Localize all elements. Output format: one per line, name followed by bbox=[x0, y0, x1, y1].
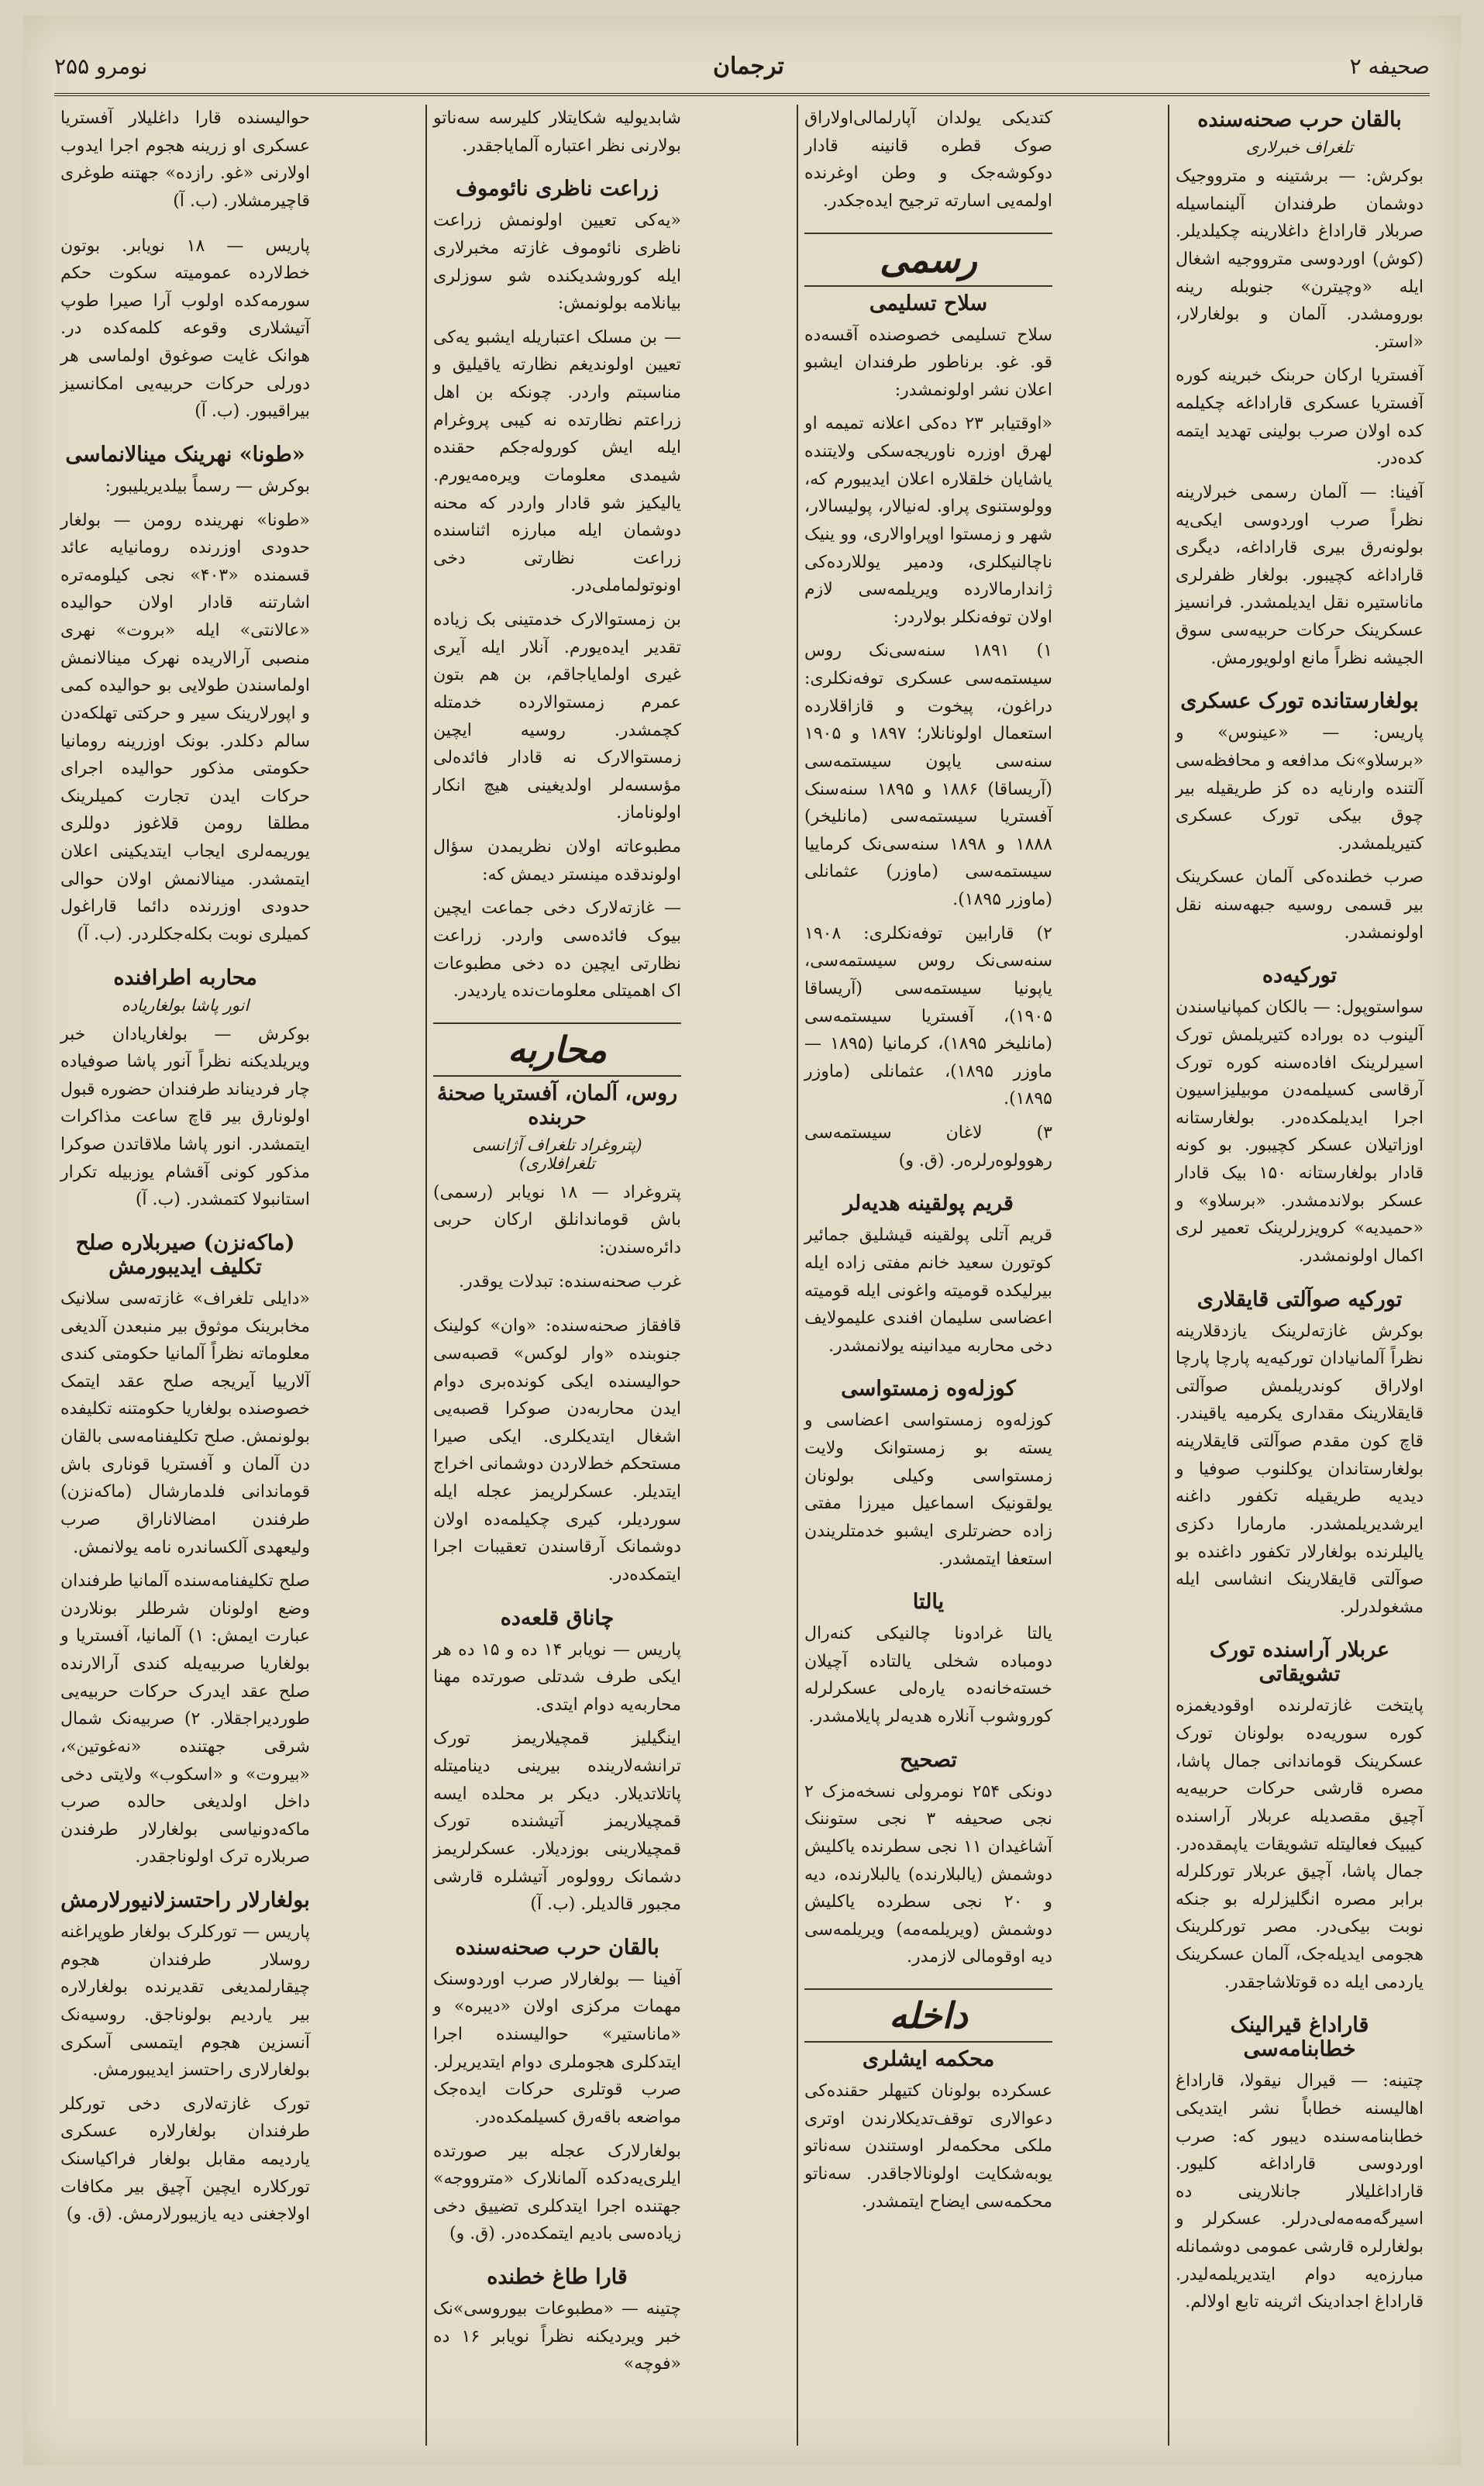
article-paragraph: شابدیولیه شکایتلار کلیرسه سه‌ناتو بولارنی نظر اعتباره آلمایاجقدر. bbox=[433, 109, 681, 156]
article-title: عربلار آراسنده تورک تشویقاتی bbox=[1209, 1638, 1390, 1687]
article-title: «طونا» نهرینک مینالانماسی bbox=[65, 442, 305, 467]
article-paragraph: بوکرش — بولغاریادان خبر ویریلدیکنه نظراً آنور پاشا صوفیاده چار فردیناند طرفندان حضوره قبول اولونارق بیر قاچ ساعت مذاکرات ایتمشدر. انور پاشا ملاقاتدن صوکرا مذکور کونی آقشام یوزبیله تکرار استانبولا کتمشدر. (ب. آ) bbox=[60, 1024, 310, 1210]
article-subtitle: انور پاشا بولغاریاده bbox=[121, 995, 250, 1015]
article-title: کوزله‌وه زمستواسی bbox=[841, 1377, 1016, 1402]
article bbox=[804, 1377, 1052, 1573]
article-title: قاراداغ قیرالینک خطابنامه‌سی bbox=[1230, 2013, 1369, 2062]
column-1 bbox=[1168, 105, 1430, 2446]
article-paragraph: قافقاز صحنه‌سنده: «وان» کولینک جنوبنده «وار لوکس» قصبه‌سی حوالیسنده ایکی کونده‌بری دوام ایدن محاربه‌دن صوکرا قصبه‌یی اشغال ایتدیکلری. ایکی صیرا مستحکم خط‌لاردن دوشمانی اخراج ایتدیلر. عسکرلریمز عجله ایله سوردیلر، کیری چکیلمه‌ده اولان دوشمانک آرقاسندن تعقیبات اجرا ایتمکده‌در. bbox=[433, 1316, 681, 1584]
article bbox=[1176, 964, 1424, 1270]
article-paragraph: صلح تکلیفنامه‌سنده آلمانیا طرفندان وضع اولونان شرطلر بونلاردن عبارت ایمش: ۱) آلمانیا، آفستریا و بولغاریا صربیه‌یله کندی آرالارنده صلح عقد ایدرک حرکات حربیه‌یی طوردیراجقلار. ۲) صربیه‌نک شمال شرقی جهتنده «نه‌غوتین»، «بیروت» و «اسکوب» ولایتی دخی داخل اولدیغی حالده صرب ماکه‌دونیاسی بولغارلار طرفندن صربلاره ترک اولوناجقدر. bbox=[60, 1571, 310, 1867]
section-label: رسمی bbox=[804, 233, 1052, 287]
article-title: سلاح تسلیمی bbox=[869, 291, 988, 315]
article-title: قارا طاغ خطنده bbox=[487, 2265, 628, 2289]
article bbox=[433, 1936, 681, 2248]
article-paragraph: — غازته‌لارک دخی جماعت ایچین بیوک فائده‌سی واردر. زراعت نظارتی ایچین ده دخی مطبوعات اک اهمیتلی معلومات‌نده یاردیدر. bbox=[433, 898, 681, 1002]
article-paragraph: «دایلی تلغراف» غازته‌سی سلانیک مخابرینک موثوق بیر منبعدن آلدیغی معلوماته نظراً آلمانیا حکومتی کندی آلارییا آیریجه صلح عقد ایتمک خصوصنده بولغاریا حکومتنه تکلیفده بولونمش. صلح تکلیفنامه‌سی بالقان دن آلمان و آفستریا قوناری باش قوماندانی فلدمارشال (ماکه‌نزن) طرفندن امضالاناراق صرب ولیعهدی آلکساندره نامه یولانمش. bbox=[60, 1288, 310, 1557]
article-paragraph: سواستوپول: — بالکان کمپانیاسندن آلینوب ده بوراده کتیریلمش تورک اسیرلرینک افاده‌سنه کوره تورک آرقاسی کسیلمه‌دن موبیلیزاسیون اجرا ایدیلمکده‌در. بولغارستانه اوزاتیلان عسکر کچیبور. بو کونه قادار بولغارستانه ۱۵۰ بیک قادار عسکر بولاندمشدر. «برسلاو» و «حمیدیه» کرویزرلرینک تعمیر لری اکمال اولونمشدر. bbox=[1176, 998, 1424, 1266]
article-title: چاناق قلعه‌ده bbox=[500, 1605, 615, 1630]
article bbox=[433, 1022, 681, 1296]
article-title: تورکیه صوآلتی قایقلاری bbox=[1196, 1287, 1403, 1312]
column-3 bbox=[425, 105, 687, 2446]
article-paragraph: بولغارلارک عجله بیر صورتده ایلری‌یه‌دکده آلمانلارک «مترووجه» جهتنده اجرا ایتدکلری تضییق دخی زیاده‌سی بادیم ایتمکده‌در. (ق. و) bbox=[433, 2141, 681, 2244]
section-label: محاربه bbox=[433, 1022, 681, 1077]
article bbox=[804, 233, 1052, 1175]
article-paragraph: غرب صحنه‌سنده: تبدلات یوقدر. bbox=[459, 1271, 681, 1291]
article-title: محکمه ایشلری bbox=[862, 2047, 995, 2071]
section-label: داخله bbox=[804, 1988, 1052, 2043]
article-paragraph: آفستریا ارکان حربنک خبرینه کوره آفستریا عسکری قاراداغه چکیلمه کده اولان صرب بولینی تهدید ایتمه کده‌در. bbox=[1176, 366, 1424, 469]
article-paragraph: بوکرش: — برشتینه و مترووجیک دوشمان طرفندان آلینماسیله صربلار قاراداغ داغلارینه چکیلدیلر. (کوش) اوردوسی مترووجیه اشغال ایله «وچیترن» جنوبله رینه بورومشدر. آلمان و بولغارلار، «استر. bbox=[1176, 167, 1424, 352]
article bbox=[433, 177, 681, 1005]
article-paragraph: آفینا: — آلمان رسمی خبرلارینه نظراً صرب اوردوسی ایکی‌یه بولونه‌رق بیری قاراداغه، دیگری قاراداغه کچیبور. بولغار ظفرلری ماناستیره نقل ایدیلمشدر. فرانسیز عسکرینک حرکات حربیه‌سی سوق الجیشه نظراً مانع اولویورمش. bbox=[1176, 482, 1424, 668]
article bbox=[60, 233, 310, 426]
article-paragraph: پاریس — ۱۸ نویابر. بوتون خط‌لارده عمومیته سکوت حکم سورمه‌کده اولوب آرا صیرا طوپ آتیشلاری وقوعه کلمه‌کده در. هوانک غایت صوغوق اولماسی هر دورلی حرکات حربیه‌یی امکانسیز بیراقیبور. (ب. آ) bbox=[60, 236, 310, 422]
article-paragraph: مطبوعاته اولان نظریمدن سؤال اولوندقده مینستر دیمش که: bbox=[433, 837, 681, 884]
article-paragraph: بن زمستوالارک خدمتینی بک زیاده تقدیر ایده‌یورم. آنلار ایله آیری غیری اولمایاجاقم، بن هم بتون عمرم زمستوالارده خدمتله کچمشدر. روسیه ایچین زمستوالارک نه قادار فائده‌لی مؤسسه‌لر اولدیغینی هیچ انکار اولوناماز. bbox=[433, 610, 681, 823]
article-paragraph: پاریس — تورکلرک بولغار طوپراغنه روسلار طرفندان هجوم چیقارلمدیغی تقدیرنده بولغارلاره بیر یاردیم بولوناجق. روسیه‌نک آنسزین هجوم ایتمسی آسکری بولغارلاری راحتسز ایدیبورمش. bbox=[60, 1922, 310, 2081]
article-paragraph: ۳) لاغان سیستمه‌سی رهوولوه‌رلره‌ر. (ق. و) bbox=[804, 1123, 1052, 1171]
article bbox=[433, 1606, 681, 1919]
article bbox=[60, 443, 310, 949]
article bbox=[1176, 689, 1424, 946]
article-paragraph: کتدیکی یولدان آپارلمالی‌اولاراق صوک قطره قانینه قادار دوکوشه‌جک و وطن اوغرنده اولمه‌یی اسارته ترجیح ایده‌جکدر. bbox=[804, 109, 1052, 211]
article-paragraph: ۱) ۱۸۹۱ سنه‌سی‌نک روس سیستمه‌سی عسکری توفه‌نکلری: دراغون، پیخوت و قازاقلارده استعمال اولونانلار؛ ۱۸۹۷ و ۱۹۰۵ سنه‌سی یاپون سیستمه‌سی (آریساقا) ۱۸۸۶ و ۱۸۹۵ سنه‌سنک آفستریا سیستمه‌سی (مانلیخر) ۱۸۸۸ و ۱۸۹۸ سنه‌سی‌نک کرماییا سیستمه‌سی (ماوزر) عثمانلی (ماوزر ۱۸۹۵). bbox=[804, 641, 1053, 909]
article bbox=[804, 1988, 1052, 2215]
article bbox=[60, 966, 310, 1214]
article-paragraph: «یه‌کی تعیین اولونمش زراعت ناظری نائوموف غازته مخبرلاری ایله کوروشدیکنده شو سوزلری بیانلامه بولونمش: bbox=[433, 211, 681, 314]
article bbox=[60, 105, 310, 215]
article-title: بالقان حرب صحنه‌سنده bbox=[455, 1935, 659, 1960]
article-paragraph: — بن مسلک اعتباریله ایشبو یه‌کی تعیین اولوندیغم نظارته یاقیلیق و مناسبتم واردر. چونکه بن اهل زراعتم نظارتده نه کیبی پروغرام ایله ایش کوروله‌جکم حقنده شیمدی معلومات ویره‌مه‌یورم. یالیکیز شو قادار واردر که محنه دوشمان ایله مبارزه اثناسنده زراعت نظارتی دخی اونوتولماملی‌در. bbox=[433, 327, 681, 596]
article bbox=[1176, 1638, 1424, 1996]
article-paragraph: کوزله‌وه زمستواسی اعضاسی و یسته بو زمستوانک ولایت زمستواسی وکیلی بولونان یولقونیک اسماعیل میرزا مفتی زاده حضرتلری ایشبو خدمتلریندن استعفا ایتمشدر. bbox=[804, 1411, 1052, 1569]
article bbox=[1176, 108, 1424, 672]
article bbox=[433, 2265, 681, 2378]
issue-label: نومرو ۲۵۵ bbox=[54, 53, 148, 79]
article-title: روس، آلمان، آفستریا صحنهٔ حربنده bbox=[436, 1081, 678, 1129]
article-title: بولغارستانده تورک عسکری bbox=[1180, 689, 1419, 714]
article bbox=[433, 105, 681, 160]
article-paragraph: «طونا» نهرینده رومن — بولغار حدودی اوزرنده رومانیایه عائد قسمنده «۴۰۳» نجی کیلومه‌تره اشارتنه قادار اولان حوالیده «عالانتی» ایله «بروت» نهری منصبی آرالاریده نهرک مینالانمش اولماسندن طولایی بو حوالیده کمی و اپورلارینک سیر و حرکتی تهلکه‌دن سالم دکلدر. بونک اوزرینه رومانیا حکومتی مذکور حوالیده اجرای حرکات ایدن تجارت کمیلرینک مطلقا رومن قلاغوز دوللری یوریمه‌لری ایجاب ایتدیکینی اعلان ایتمشدر. مینالانمش اولان حوالی حدودی اوزرنده دائما قاراغول کمیلری نوبت بکله‌جکلردر. (ب. آ) bbox=[60, 510, 310, 944]
article-paragraph: چتینه: — قیرال نیقولا، قاراداغ اهالیسنه خطاباً نشر ایتدیکی خطابنامه‌سنده دیبور که: صرب اوردوسی قاراداغه کلیور. قاراداغلیلار جانلارینی ده اسیرگه‌مه‌مه‌لی‌درلر. عسکرلر و بولغارلره قارشی عمومی دوشمانله مبارزه‌یه دوام ایتدیریلمه‌لیدر. قاراداغ اجدادینک اثرینه تابع اولالم. bbox=[1176, 2071, 1424, 2312]
article-paragraph: پاریس — نویابر ۱۴ ده و ۱۵ ده هر ایکی طرف شدتلی صورتده مهنا محاربه‌یه دوام ایتدی. bbox=[433, 1640, 681, 1715]
article-title: یالتا bbox=[912, 1590, 945, 1615]
article-paragraph: پتروغراد — ۱۸ نویابر (رسمی) باش قوماندانلق ارکان حربی دائره‌سندن: bbox=[433, 1182, 681, 1257]
article-title: زراعت ناظری نائوموف bbox=[456, 177, 659, 202]
article bbox=[60, 1231, 310, 1871]
newspaper-page bbox=[23, 16, 1461, 2465]
article-title: (ماکه‌نزن) صیربلاره صلح تکلیف ایدیبورمش bbox=[75, 1230, 295, 1279]
article bbox=[60, 1888, 310, 2229]
article bbox=[433, 1312, 681, 1588]
article-paragraph: یالتا غرادونا چالنیکی کنه‌رال دومباده شخلی یالتاده آچیلان خسته‌خانه‌ده یاره‌لی عسکرلرله کوروشوب آنلاره هدیه‌لر پایلامشدر. bbox=[804, 1624, 1052, 1726]
article-title: تورکیه‌ده bbox=[1262, 964, 1338, 988]
article-paragraph: صرب خطنده‌کی آلمان عسکرینک بیر قسمی روسیه جبهه‌سنه نقل اولونمشدر. bbox=[1176, 867, 1424, 943]
column-4 bbox=[54, 105, 316, 2446]
article bbox=[804, 1748, 1052, 1971]
article-subtitle: تلغراف خبرلاری bbox=[1245, 138, 1354, 157]
column-2 bbox=[797, 105, 1059, 2446]
article-paragraph: تورک غازته‌لاری دخی تورکلر طرفندان بولغارلاره عسکری یاردیمه مقابل بولغار فراکیاسنک تورکلاره ایچین آچیق بیر مکافات اولاجغنی دیه یازیبورلارمش. (ق. و) bbox=[60, 2094, 310, 2225]
article bbox=[804, 1191, 1052, 1360]
article-paragraph: قریم آتلی پولقینه قیشلیق جمائیر کوتورن سعید خانم مفتی زاده ایله بیرلیکده قومیته واغونی ایله قومیته اعضاسی سلیمان افندی علیمولایف دخی محاربه میدانینه یولانمشدر. bbox=[804, 1226, 1052, 1356]
article-title: بالقان حرب صحنه‌سنده bbox=[1197, 108, 1402, 132]
columns-container bbox=[54, 105, 1430, 2446]
article-paragraph: حوالیسنده قارا داغلیلار آفستریا عسکری او زرینه هجوم اجرا ایدوب اولارنی «غو. رازده» جهتنه طوغری قاچیرمشلار. (ب. آ) bbox=[60, 109, 310, 211]
article-title: بولغارلار راحتسزلانیورلارمش bbox=[60, 1888, 310, 1912]
article-title: قریم پولقینه هدیه‌لر bbox=[843, 1191, 1014, 1216]
article-paragraph: سلاح تسلیمی خصوصنده آقسه‌ده قو. غو. برناطور طرفندان ایشبو اعلان نشر اولونمشدر: bbox=[804, 325, 1052, 400]
article bbox=[1176, 2013, 1424, 2316]
article-paragraph: بوکرش غازته‌لرینک یازدقلارینه نظراً آلمانیادان تورکیه‌یه پارچا پارچا اولاراق کوندریلمش صوآلتی قایقلارینک مقداری یکرمیه یاقیندر. قاچ کون مقدم صوآلتی قایقلارینه بولغارستاندان یوکلنوب صوفیا و دیدیه طریقیله تکفور داغنه ایرشدیریلمشدر. مارمارا دکزی یالیلرنده بولغارلار تکفور داغنده بو صوآلتی قایقلارینک انشاسی ایله مشغولدرلر. bbox=[1176, 1321, 1424, 1617]
newspaper-title: ترجمان bbox=[712, 52, 784, 80]
page-label: صحیفه ۲ bbox=[1349, 53, 1430, 79]
article bbox=[804, 1590, 1052, 1731]
masthead bbox=[54, 39, 1430, 96]
article-paragraph: ۲) قارابین توفه‌نکلری: ۱۹۰۸ سنه‌سی‌نک روس سیستمه‌سی، یاپونیا سیستمه‌سی (آریساقا ۱۹۰۵)، آفستریا سیستمه‌سی (مانلیخر ۱۸۹۵)، کرمانیا (۱۸۹۵ — ماوزر ۱۸۹۵)، عثمانلی (ماوزر ۱۸۹۵). bbox=[804, 923, 1052, 1109]
article-paragraph: چتینه — «مطبوعات بیوروسی»نک خبر ویردیکنه نظراً نویابر ۱۶ ده «فوچه» bbox=[433, 2299, 681, 2374]
article-title: محاربه اطرافنده bbox=[113, 965, 257, 990]
article-paragraph: دونکی ۲۵۴ نومرولی نسخه‌مزک ۲ نجی صحیفه ۳ نجی ستوننک آشاغیدان ۱۱ نجی سطرنده یاکلیش دوشمش (یالبلارنده) یالبلارنده، دیه و ۲۰ نجی سطرده یاکلیش دوشمش (ویریلمه‌مه) ویریلمه‌سی دیه اوقومالی لازمدر. bbox=[804, 1781, 1052, 1967]
article-paragraph: آفینا — بولغارلار صرب اوردوسنک مهمات مرکزی اولان «دیبره» و «ماناستیر» حوالیسنده اجرا ایتدکلری هجوملری دوام ایتدیریرلر. صرب قوتلری حرکات ایده‌جک مواضعه باقه‌رق کسیلمکده‌در. bbox=[433, 1969, 681, 2127]
article bbox=[804, 105, 1052, 215]
article-subtitle: (پتروغراد تلغراف آژانسی تلغرافلاری) bbox=[472, 1135, 642, 1173]
article-paragraph: «اوقتیابر ۲۳ ده‌کی اعلانه تمیمه او لهرق اوزره ناوریجه‌سکی ولایتنده یاشایان خلقلاره اعلان ایدیبورم که، وولوستنوی پراو. له‌نیالار، پولیسالار، شهر و زمستوا اوپراوالاری، وو ینیک ناچالنیکلری، ودمیر یوللارده‌کی ژاندارمالارده ویریلمه‌سی لازم اولان توفه‌نکلر بولاردر: bbox=[804, 414, 1053, 627]
article-title: تصحیح bbox=[900, 1747, 957, 1772]
article-paragraph: پاریس: — «عینوس» و «برسلاو»نک مدافعه و محافظه‌سی آلتنده وارنایه ده کز طریقیله بیر چوق بیکی تورک عسکری کتیریلمشدر. bbox=[1176, 723, 1424, 853]
article-paragraph: بوکرش — رسماً بیلدیریلیبور: bbox=[105, 476, 310, 496]
article-paragraph: پایتخت غازته‌لرنده اوقودیغمزه کوره سوریه‌ده بولونان تورک عسکرینک قوماندانی جمال پاشا، مصره قارشی حرکات حربیه‌یه آچیق مقصدیله عربلار آراسنده کیبیک فعالیتله تشویقات یاپمقده‌در. جمال پاشا، آچیق عربلار تورکلرله برابر مصره انگلیزلرله بو جنکه نوبت بیکی‌در. مصر تورکلرینک هجومی ایدیله‌جک، آلمان عسکرینک یاردمی ایله ده قوتلاشاجقدر. bbox=[1176, 1696, 1424, 1992]
article bbox=[1176, 1288, 1424, 1622]
article-paragraph: عسکرده بولونان کتیهلر حقنده‌کی دعوالاری توقف‌تدیکلارندن اوتری ملکی محکمه‌لر اوستندن سه‌ناتو یوبه‌شکایت اولونالاجاقدر. سه‌ناتو محکمه‌سی ایضاح ایتمشدر. bbox=[804, 2081, 1052, 2212]
article-paragraph: اینگیلیز قمچیلاریمز تورک ترانشه‌لارینده بیرینی دینامیتله پاتلاتدیلار. دیکر بر محلده ایسه قمچیلاریمز آتیشنده تورک قمچیلارینی بوزدیلار. عسکرلریمز دشمانک روولوه‌ر آتیشلره قارشی مجبور قالدیلر. (ب. آ) bbox=[433, 1729, 681, 1915]
